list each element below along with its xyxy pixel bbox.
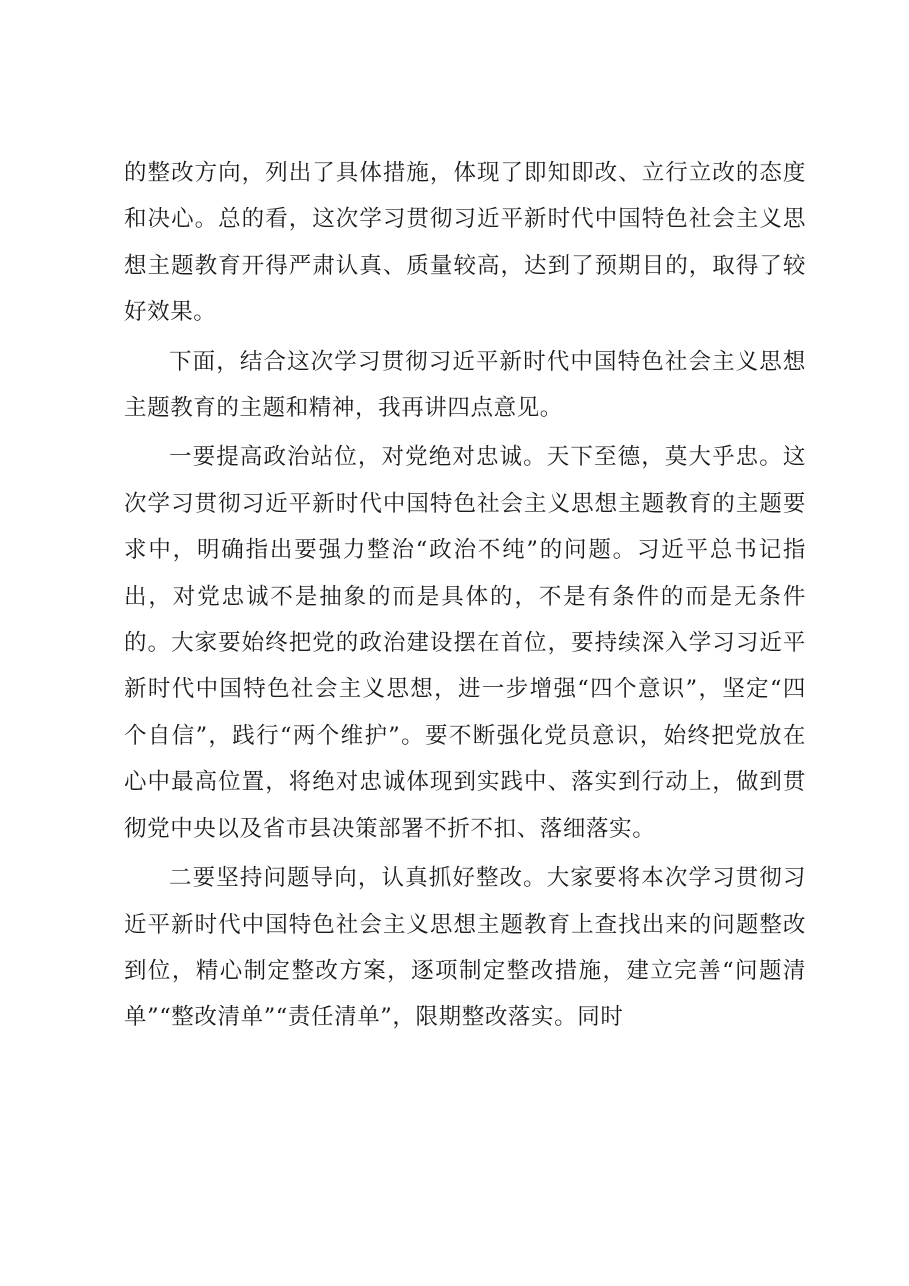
paragraph-continuation: 的整改方向，列出了具体措施，体现了即知即改、立行立改的态度和决心。总的看，这次学习贯彻习近平新时代中国特色社会主义思想主题教育开得严肃认真、质量较高，达到了预期目的，取得了较好效果。: [124, 160, 806, 326]
document-body: [124, 150, 806, 1041]
paragraph-point-two: 二要坚持问题导向，认真抓好整改。大家要将本次学习贯彻习近平新时代中国特色社会主义思想主题教育上查找出来的问题整改到位，精心制定整改方案，逐项制定整改措施，建立完善“问题清单”“整改清单”“责任清单”，限期整改落实。同时: [124, 865, 806, 1031]
paragraph-intro-four-points: 下面，结合这次学习贯彻习近平新时代中国特色社会主义思想主题教育的主题和精神，我再讲四点意见。: [124, 348, 806, 422]
paragraph-point-one: 一要提高政治站位，对党绝对忠诚。天下至德，莫大乎忠。这次学习贯彻习近平新时代中国特色社会主义思想主题教育的主题要求中，明确指出要强力整治“政治不纯”的问题。习近平总书记指出，对党忠诚不是抽象的而是具体的，不是有条件的而是无条件的。大家要始终把党的政治建设摆在首位，要持续深入学习习近平新时代中国特色社会主义思想，进一步增强“四个意识”，坚定“四个自信”，践行“两个维护”。要不断强化党员意识，始终把党放在心中最高位置，将绝对忠诚体现到实践中、落实到行动上，做到贯彻党中央以及省市县决策部署不折不扣、落细落实。: [124, 444, 806, 842]
